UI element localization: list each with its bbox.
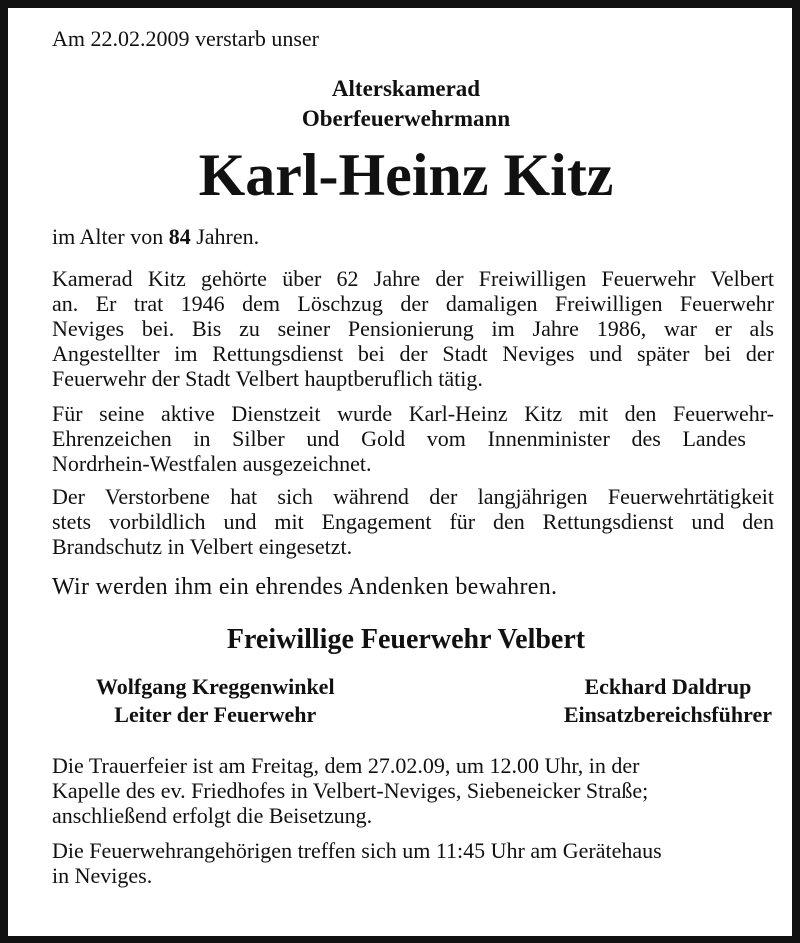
rank-block xyxy=(52,74,774,134)
paragraph-honors xyxy=(52,401,774,476)
paragraph-line: Nordrhein-Westfalen ausgezeichnet. xyxy=(52,451,372,476)
signer-title: Einsatzbereichsführer xyxy=(563,702,772,727)
meeting-line: in Neviges. xyxy=(52,863,153,888)
funeral-line: Kapelle des ev. Friedhofes in Velbert-Neviges, Siebeneicker Straße; xyxy=(52,778,649,803)
age-suffix: Jahren. xyxy=(196,224,260,249)
paragraph-line: Kamerad Kitz gehörte über 62 Jahre der Freiwilligen Feuerwehr Velbert xyxy=(52,266,774,291)
deceased-name: Karl-Heinz Kitz xyxy=(198,142,614,208)
paragraph-line: Der Verstorbene hat sich während der langjährigen Feuerwehrtätigkeit xyxy=(52,484,774,509)
signer-name: Eckhard Daldrup xyxy=(584,674,752,699)
farewell-line: Wir werden ihm ein ehrendes Andenken bewahren. xyxy=(52,574,558,600)
organization-name: Freiwillige Feuerwehr Velbert xyxy=(226,624,586,655)
intro-line: Am 22.02.2009 verstarb unser xyxy=(52,26,320,51)
paragraph-line: Neviges bei. Bis zu seiner Pensionierung im Jahre 1986, war er als xyxy=(52,316,774,341)
paragraph-line: Angestellter im Rettungsdienst bei der Stadt Neviges und später bei der xyxy=(52,341,774,366)
age-line xyxy=(52,224,774,250)
age-value: 84 xyxy=(168,224,191,249)
paragraph-line: Ehrenzeichen in Silber und Gold vom Innenminister des Landes xyxy=(52,426,746,451)
signer-name: Wolfgang Kreggenwinkel xyxy=(96,674,335,699)
rank-line-2: Oberfeuerwehrmann xyxy=(301,106,511,131)
rank-line-1: Alterskamerad xyxy=(331,76,481,101)
meeting-line: Die Feuerwehrangehörigen treffen sich um 11:45 Uhr am Gerätehaus xyxy=(52,838,662,863)
funeral-info xyxy=(52,753,774,828)
funeral-line: Die Trauerfeier ist am Freitag, dem 27.02.09, um 12.00 Uhr, in der xyxy=(52,753,640,778)
meeting-info xyxy=(52,838,774,888)
age-prefix: im Alter von xyxy=(52,224,164,249)
funeral-line: anschließend erfolgt die Beisetzung. xyxy=(52,803,373,828)
signer-title: Leiter der Feuerwehr xyxy=(114,702,317,727)
paragraph-line: an. Er trat 1946 dem Löschzug der damaligen Freiwilligen Feuerwehr xyxy=(52,291,774,316)
signer-left xyxy=(96,673,335,729)
signers-row xyxy=(96,673,774,729)
paragraph-line: stets vorbildlich und mit Engagement für den Rettungsdienst und den xyxy=(52,509,774,534)
paragraph-line: Feuerwehr der Stadt Velbert hauptberuflich tätig. xyxy=(52,366,483,391)
paragraph-career xyxy=(52,266,774,391)
obituary-notice xyxy=(52,26,774,888)
paragraph-service xyxy=(52,484,774,559)
paragraph-line: Brandschutz in Velbert eingesetzt. xyxy=(52,534,353,559)
paragraph-line: Für seine aktive Dienstzeit wurde Karl-Heinz Kitz mit den Feuerwehr- xyxy=(52,401,774,426)
signer-right xyxy=(564,673,772,729)
